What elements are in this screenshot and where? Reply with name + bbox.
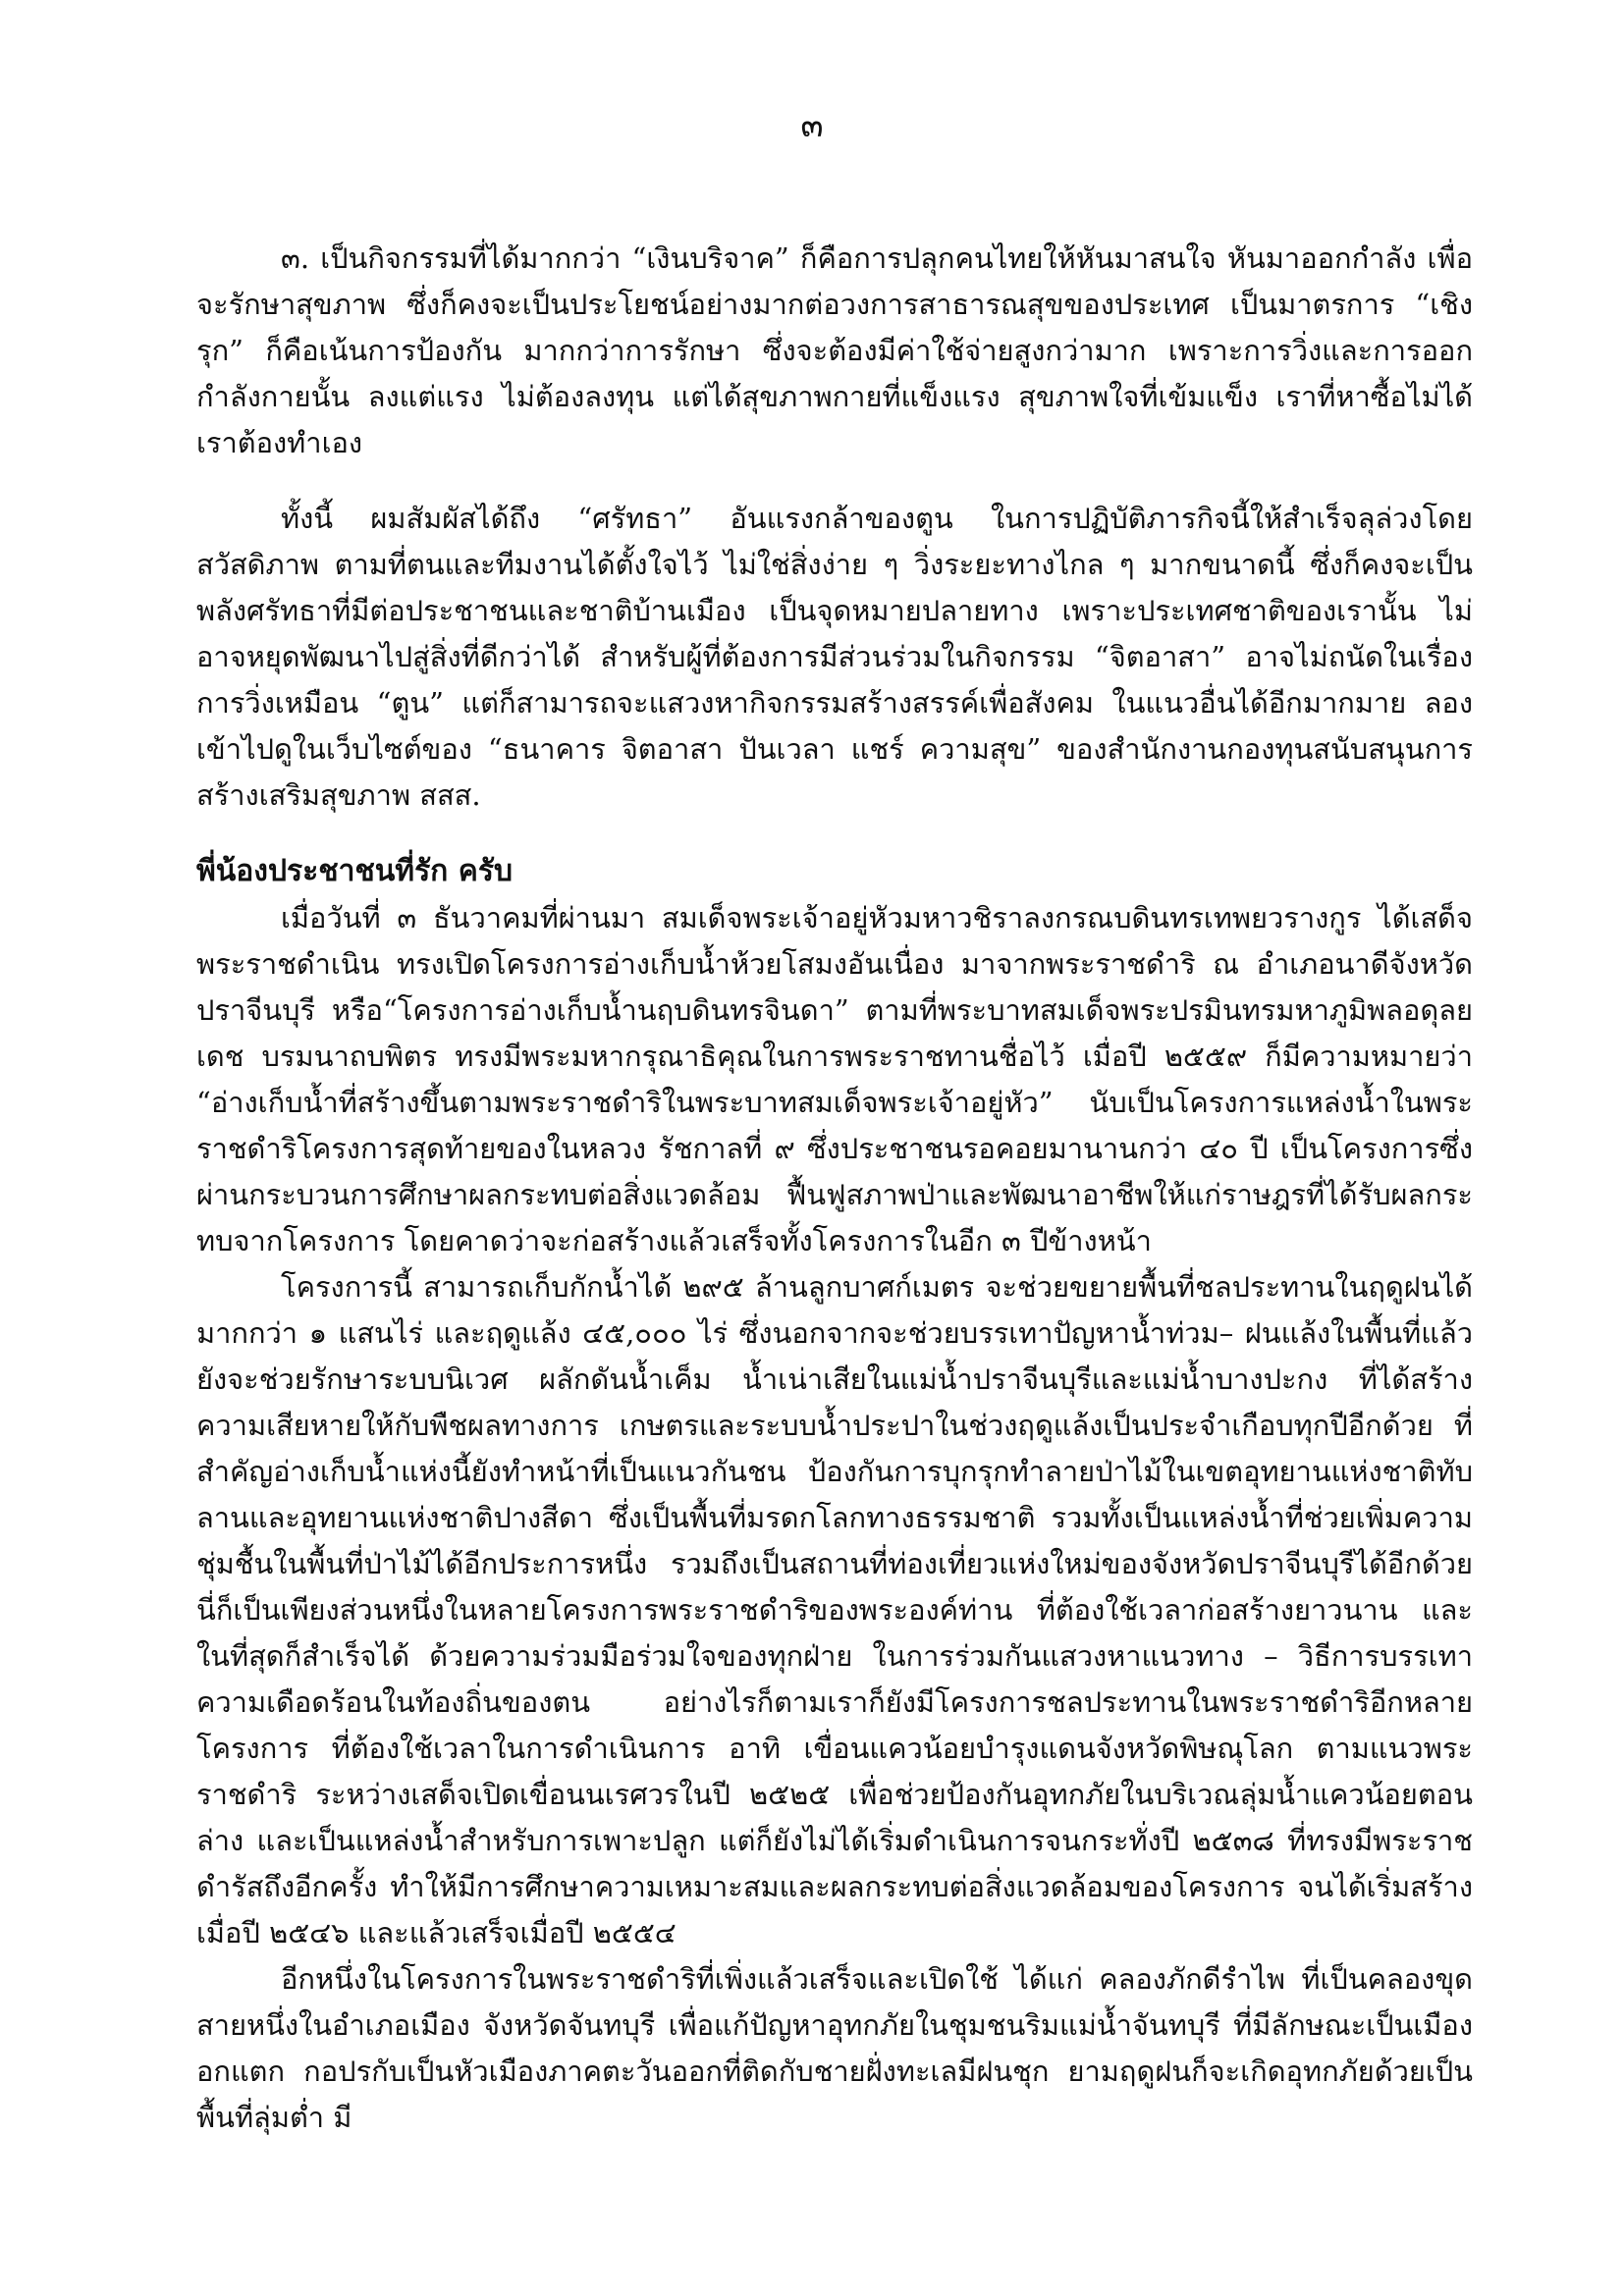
paragraph-gap [196,819,1473,848]
document-body [196,236,1473,2141]
paragraph-reservoir-benefits: โครงการนี้ สามารถเก็บกักน้ำได้ ๒๙๕ ล้านลูกบาศก์เมตร จะช่วยขยายพื้นที่ชลประทานในฤดูฝนได้มากกว่า ๑ แสนไร่ และฤดูแล้ง ๔๕,๐๐๐ ไร่ ซึ่งนอกจากจะช่วยบรรเทาปัญหาน้ำท่วม– ฝนแล้งในพื้นที่แล้ว ยังจะช่วยรักษาระบบนิเวศ ผลักดันน้ำเค็ม น้ำเน่าเสียในแม่น้ำปราจีนบุรีและแม่น้ำบางปะกง ที่ได้สร้างความเสียหายให้กับพืชผลทางการ เกษตรและระบบน้ำประปาในช่วงฤดูแล้งเป็นประจำเกือบทุกปีอีกด้วย ที่สำคัญอ่างเก็บน้ำแห่งนี้ยังทำหน้าที่เป็นแนวกันชน ป้องกันการบุกรุกทำลายป่าไม้ในเขตอุทยานแห่งชาติทับลานและอุทยานแห่งชาติปางสีดา ซึ่งเป็นพื้นที่มรดกโลกทางธรรมชาติ รวมทั้งเป็นแหล่งน้ำที่ช่วยเพิ่มความชุ่มชื้นในพื้นที่ป่าไม้ได้อีกประการหนึ่ง รวมถึงเป็นสถานที่ท่องเที่ยวแห่งใหม่ของจังหวัดปราจีนบุรีได้อีกด้วย นี่ก็เป็นเพียงส่วนหนึ่งในหลายโครงการพระราชดำริของพระองค์ท่าน ที่ต้องใช้เวลาก่อสร้างยาวนาน และในที่สุดก็สำเร็จได้ ด้วยความร่วมมือร่วมใจของทุกฝ่าย ในการร่วมกันแสวงหาแนวทาง – วิธีการบรรเทาความเดือดร้อนในท้องถิ่นของตน อย่างไรก็ตามเราก็ยังมีโครงการชลประทานในพระราชดำริอีกหลายโครงการ ที่ต้องใช้เวลาในการดำเนินการ อาทิ เขื่อนแควน้อยบำรุงแดนจังหวัดพิษณุโลก ตามแนวพระราชดำริ ระหว่างเสด็จเปิดเขื่อนนเรศวรในปี ๒๕๒๕ เพื่อช่วยป้องกันอุทกภัยในบริเวณลุ่มน้ำแควน้อยตอนล่าง และเป็นแหล่งน้ำสำหรับการเพาะปลูก แต่ก็ยังไม่ได้เริ่มดำเนินการจนกระทั่งปี ๒๕๓๘ ที่ทรงมีพระราชดำรัสถึงอีกครั้ง ทำให้มีการศึกษาความเหมาะสมและผลกระทบต่อสิ่งแวดล้อมของโครงการ จนได้เริ่มสร้างเมื่อปี ๒๕๔๖ และแล้วเสร็จเมื่อปี ๒๕๕๔ [196,1270,1473,1949]
paragraph-reservoir-opening: เมื่อวันที่ ๓ ธันวาคมที่ผ่านมา สมเด็จพระเจ้าอยู่หัวมหาวชิราลงกรณบดินทรเทพยวรางกูร ได้เสด็จพระราชดำเนิน ทรงเปิดโครงการอ่างเก็บน้ำห้วยโสมงอันเนื่อง มาจากพระราชดำริ ณ อำเภอนาดีจังหวัดปราจีนบุรี หรือ“โครงการอ่างเก็บน้ำนฤบดินทรจินดา” ตามที่พระบาทสมเด็จพระปรมินทรมหาภูมิพลอดุลยเดช บรมนาถบพิตร ทรงมีพระมหากรุณาธิคุณในการพระราชทานชื่อไว้ เมื่อปี ๒๕๕๙ ก็มีความหมายว่า “อ่างเก็บน้ำที่สร้างขึ้นตามพระราชดำริในพระบาทสมเด็จพระเจ้าอยู่หัว” นับเป็นโครงการแหล่งน้ำในพระราชดำริโครงการสุดท้ายของในหลวง รัชกาลที่ ๙ ซึ่งประชาชนรอคอยมานานกว่า ๔๐ ปี เป็นโครงการซึ่งผ่านกระบวนการศึกษาผลกระทบต่อสิ่งแวดล้อม ฟื้นฟูสภาพป่าและพัฒนาอาชีพให้แก่ราษฎรที่ได้รับผลกระทบจากโครงการ โดยคาดว่าจะก่อสร้างแล้วเสร็จทั้งโครงการในอีก ๓ ปีข้างหน้า [196,901,1473,1257]
section-heading: พี่น้องประชาชนที่รัก ครับ [196,854,514,888]
paragraph-faith: ทั้งนี้ ผมสัมผัสได้ถึง “ศรัทธา” อันแรงกล้าของตูน ในการปฏิบัติภารกิจนี้ให้สำเร็จลุล่วงโดยสวัสดิภาพ ตามที่ตนและทีมงานได้ตั้งใจไว้ ไม่ใช่สิ่งง่าย ๆ วิ่งระยะทางไกล ๆ มากขนาดนี้ ซึ่งก็คงจะเป็นพลังศรัทธาที่มีต่อประชาชนและชาติบ้านเมือง เป็นจุดหมายปลายทาง เพราะประเทศชาติของเรานั้น ไม่อาจหยุดพัฒนาไปสู่สิ่งที่ดีกว่าได้ สำหรับผู้ที่ต้องการมีส่วนร่วมในกิจกรรม “จิตอาสา” อาจไม่ถนัดในเรื่องการวิ่งเหมือน “ตูน” แต่ก็สามารถจะแสวงหากิจกรรมสร้างสรรค์เพื่อสังคม ในแนวอื่นได้อีกมากมาย ลองเข้าไปดูในเว็บไซต์ของ “ธนาคาร จิตอาสา ปันเวลา แชร์ ความสุข” ของสำนักงานกองทุนสนับสนุนการสร้างเสริมสุขภาพ สสส. [196,502,1473,812]
page-number: ๓ [800,106,824,145]
paragraph-gap [196,466,1473,496]
paragraph-item-3: ๓. เป็นกิจกรรมที่ได้มากกว่า “เงินบริจาค” ก็คือการปลุกคนไทยให้หันมาสนใจ หันมาออกกำลัง เพื่อจะรักษาสุขภาพ ซึ่งก็คงจะเป็นประโยชน์อย่างมากต่อวงการสาธารณสุขของประเทศ เป็นมาตรการ “เชิงรุก” ก็คือเน้นการป้องกัน มากกว่าการรักษา ซึ่งจะต้องมีค่าใช้จ่ายสูงกว่ามาก เพราะการวิ่งและการออกกำลังกายนั้น ลงแต่แรง ไม่ต้องลงทุน แต่ได้สุขภาพกายที่แข็งแรง สุขภาพใจที่เข้มแข็ง เราที่หาซื้อไม่ได้ เราต้องทำเอง [196,241,1473,459]
paragraph-canal-project: อีกหนึ่งในโครงการในพระราชดำริที่เพิ่งแล้วเสร็จและเปิดใช้ ได้แก่ คลองภักดีรำไพ ที่เป็นคลองขุดสายหนึ่งในอำเภอเมือง จังหวัดจันทบุรี เพื่อแก้ปัญหาอุทกภัยในชุมชนริมแม่น้ำจันทบุรี ที่มีลักษณะเป็นเมืองอกแตก กอปรกับเป็นหัวเมืองภาคตะวันออกที่ติดกับชายฝั่งทะเลมีฝนชุก ยามฤดูฝนก็จะเกิดอุทกภัยด้วยเป็นพื้นที่ลุ่มต่ำ มี [196,1962,1473,2134]
